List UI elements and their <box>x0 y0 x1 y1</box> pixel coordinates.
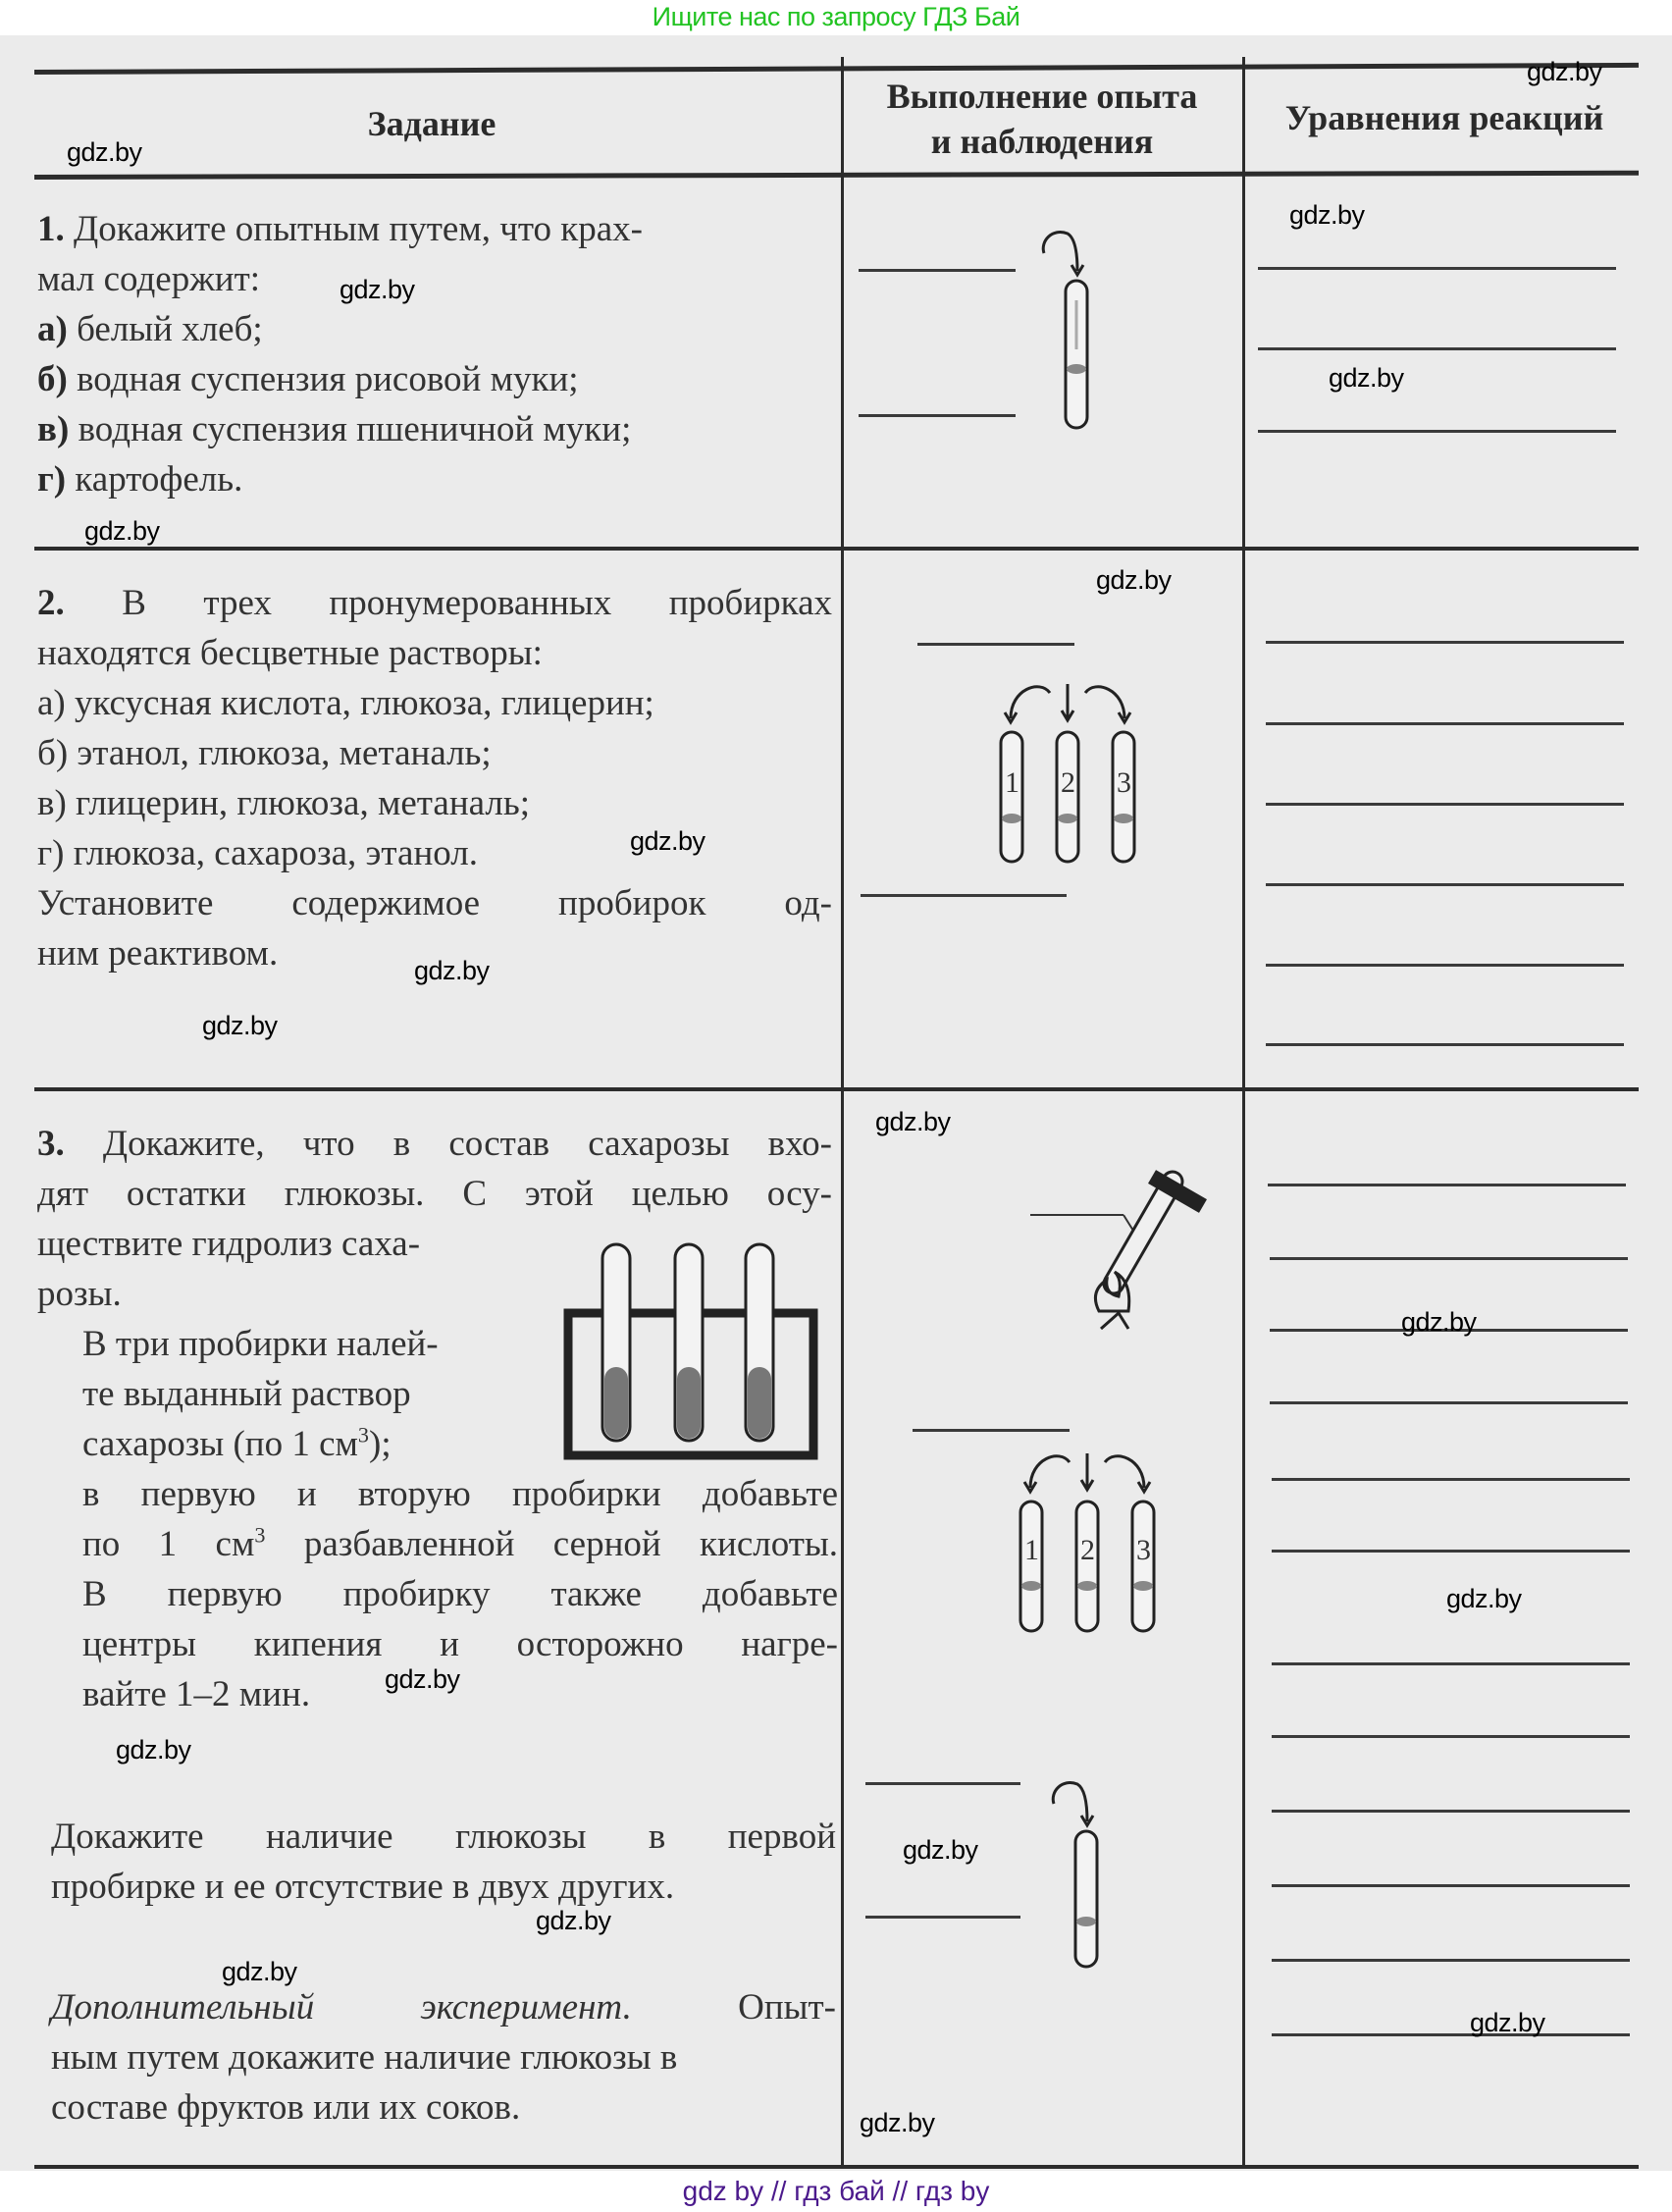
watermark: gdz.by <box>1446 1584 1522 1613</box>
task-1 <box>37 204 822 504</box>
answer-line[interactable] <box>1258 267 1616 270</box>
row1-bottom-border <box>34 547 1639 551</box>
task-2-item-a: а) уксусная кислота, глюкоза, глицерин; <box>37 683 654 723</box>
answer-line[interactable] <box>917 643 1074 646</box>
answer-line[interactable] <box>1272 1662 1630 1665</box>
answer-line[interactable] <box>859 269 1016 272</box>
answer-line[interactable] <box>913 1429 1070 1432</box>
watermark: gdz.by <box>84 516 160 546</box>
answer-line[interactable] <box>1266 722 1624 725</box>
answer-line[interactable] <box>1258 430 1616 433</box>
task-3-prove: Докажите наличие глюкозы в первой пробирке и ее отсутствие в двух других. <box>51 1817 836 1907</box>
tube-label: 2 <box>1080 1534 1095 1566</box>
watermark: gdz.by <box>1096 565 1172 595</box>
top-banner: Ищите нас по запросу ГДЗ Бай <box>0 0 1672 35</box>
table-top-border <box>34 63 1639 75</box>
watermark: gdz.by <box>536 1906 611 1935</box>
watermark: gdz.by <box>860 2108 935 2137</box>
task-3-steps: В три пробирки налей- те выданный раствор сахарозы (по 1 $см^3$); в первую и вторую пробирки добавьте по 1 $см^3$ разбавленной серной кислоты. В первую пробирку также добавьте центры кипения и осторожно нагре- вайте 1–2 мин. <box>82 1324 838 1714</box>
answer-line[interactable] <box>1266 883 1624 886</box>
task-1-item-a: а) белый хлеб; <box>37 309 263 349</box>
watermark: gdz.by <box>1401 1307 1477 1337</box>
answer-line[interactable] <box>1268 1184 1626 1186</box>
answer-line[interactable] <box>859 414 1016 417</box>
table-bottom-border <box>34 2165 1639 2169</box>
answer-line[interactable] <box>1266 1043 1624 1046</box>
watermark: gdz.by <box>630 826 705 856</box>
column-divider-1 <box>841 57 844 2167</box>
watermark: gdz.by <box>116 1735 191 1764</box>
watermark: gdz.by <box>1289 200 1365 230</box>
watermark: gdz.by <box>1470 2008 1545 2037</box>
answer-line[interactable] <box>1270 1257 1628 1260</box>
answer-line[interactable] <box>1272 1959 1630 1962</box>
task-2: 2. В трех пронумерованных пробирках находятся бесцветные растворы: а) уксусная кислота, глюкоза, глицерин; б) этанол, глюкоза, метаналь; в) глицерин, глюкоза, метаналь; г) глюкоза, сахароза, этанол. Установите содержимое пробирок од- ним реактивом. <box>37 583 832 974</box>
watermark: gdz.by <box>340 275 415 304</box>
test-tube-icon <box>1030 212 1089 428</box>
watermark: gdz.by <box>903 1835 978 1865</box>
task-3-extra: Дополнительный эксперимент. Опыт- ным путем докажите наличие глюкозы в составе фруктов или их соков. <box>51 1987 836 2128</box>
row2-bottom-border <box>34 1087 1639 1091</box>
answer-line[interactable] <box>1272 1550 1630 1553</box>
answer-line[interactable] <box>1266 803 1624 806</box>
task-1-item-c: в) водная суспензия пшеничной муки; <box>37 409 632 449</box>
answer-line[interactable] <box>1272 2033 1630 2036</box>
tube-label: 1 <box>1024 1534 1039 1566</box>
task-1-intro-cont: мал содержит: <box>37 259 261 299</box>
watermark: gdz.by <box>875 1107 951 1136</box>
answer-line[interactable] <box>861 894 1067 897</box>
task-3: 3. Докажите, что в состав сахарозы вхо- дят остатки глюкозы. С этой целью осу- ществите гидролиз саха- розы. <box>37 1124 832 1314</box>
task-1-intro: Докажите опытным путем, что крах- <box>74 209 644 249</box>
answer-line[interactable] <box>1272 1735 1630 1738</box>
answer-line[interactable] <box>1258 347 1616 350</box>
header-equations: Уравнения реакций <box>1284 98 1604 137</box>
watermark: gdz.by <box>385 1664 460 1694</box>
answer-line[interactable] <box>1270 1401 1628 1404</box>
watermark: gdz.by <box>1329 363 1404 393</box>
tube-label: 1 <box>1005 766 1019 799</box>
workbook-page <box>0 35 1672 2171</box>
tube-label: 2 <box>1061 766 1075 799</box>
task-2-item-b: б) этанол, глюкоза, метаналь; <box>37 733 492 773</box>
answer-line[interactable] <box>865 1916 1020 1919</box>
heating-tube-icon <box>1030 1164 1227 1360</box>
header-task: Задание <box>367 104 496 143</box>
answer-line[interactable] <box>1272 1884 1630 1887</box>
answer-line[interactable] <box>865 1782 1020 1785</box>
task-number: 1. <box>37 209 65 249</box>
header-experiment-line1: Выполнение опыта <box>886 77 1198 116</box>
watermark: gdz.by <box>1527 57 1602 86</box>
column-divider-2 <box>1242 57 1245 2167</box>
task-2-item-c: в) глицерин, глюкоза, метаналь; <box>37 783 531 823</box>
task-1-item-d: г) картофель. <box>37 459 243 500</box>
header-experiment-line2: и наблюдения <box>930 122 1154 161</box>
watermark: gdz.by <box>67 137 142 167</box>
task-2-item-d: г) глюкоза, сахароза, этанол. <box>37 833 479 873</box>
answer-line[interactable] <box>1266 641 1624 644</box>
watermark: gdz.by <box>202 1011 278 1040</box>
task-1-item-b: б) водная суспензия рисовой муки; <box>37 359 579 399</box>
water-bath-icon <box>563 1244 818 1480</box>
tube-label: 3 <box>1136 1534 1151 1566</box>
answer-line[interactable] <box>1266 964 1624 967</box>
watermark: gdz.by <box>222 1957 297 1986</box>
answer-line[interactable] <box>1272 1810 1630 1813</box>
header-bottom-border <box>34 171 1639 180</box>
bottom-banner: gdz by // гдз бай // гдз by <box>0 2171 1672 2212</box>
test-tube-icon <box>1040 1763 1099 1969</box>
answer-line[interactable] <box>1272 1478 1630 1481</box>
watermark: gdz.by <box>414 956 490 985</box>
tube-label: 3 <box>1117 766 1131 799</box>
